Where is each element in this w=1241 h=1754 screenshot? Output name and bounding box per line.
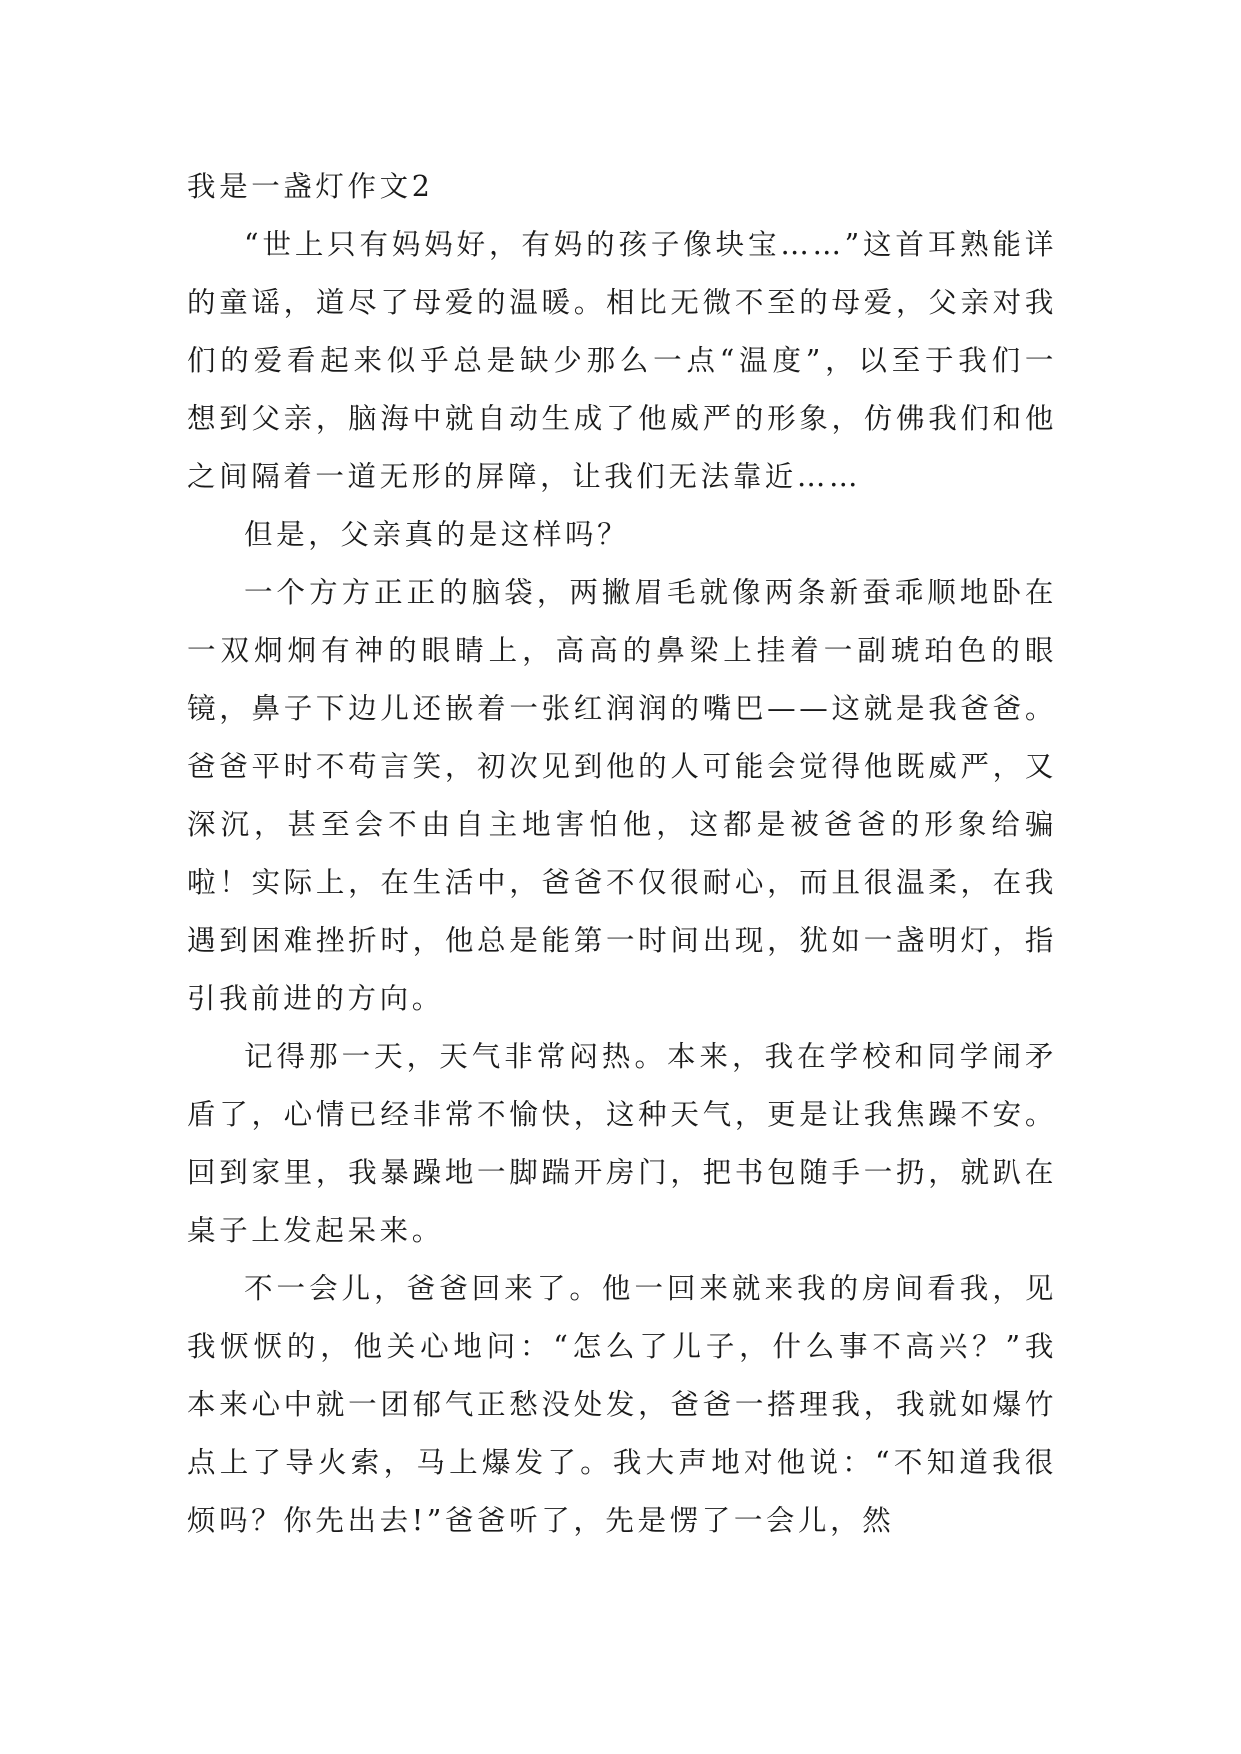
paragraph-5: 不一会儿，爸爸回来了。他一回来就来我的房间看我，见我恹恹的，他关心地问：“怎么了儿子，什么事不高兴？”我本来心中就一团郁气正愁没处发，爸爸一搭理我，我就如爆竹点上了导火索，马上爆发了。我大声地对他说：“不知道我很烦吗？你先出去!”爸爸听了，先是愣了一会儿，然 [187,1272,1057,1537]
paragraph-2: 但是，父亲真的是这样吗？ [244,518,630,551]
essay-body [187,158,1057,1550]
essay-title: 我是一盏灯作文2 [187,170,434,203]
paragraph-4: 记得那一天，天气非常闷热。本来，我在学校和同学闹矛盾了，心情已经非常不愉快，这种天气，更是让我焦躁不安。回到家里，我暴躁地一脚踹开房门，把书包随手一扔，就趴在桌子上发起呆来。 [187,1040,1057,1247]
paragraph-1: “世上只有妈妈好，有妈的孩子像块宝……”这首耳熟能详的童谣，道尽了母爱的温暖。相比无微不至的母爱，父亲对我们的爱看起来似乎总是缺少那么一点“温度”，以至于我们一想到父亲，脑海中就自动生成了他威严的形象，仿佛我们和他之间隔着一道无形的屏障，让我们无法靠近…… [187,228,1057,493]
paragraph-3: 一个方方正正的脑袋，两撇眉毛就像两条新蚕乖顺地卧在一双炯炯有神的眼睛上，高高的鼻梁上挂着一副琥珀色的眼镜，鼻子下边儿还嵌着一张红润润的嘴巴——这就是我爸爸。爸爸平时不苟言笑，初次见到他的人可能会觉得他既威严，又深沉，甚至会不由自主地害怕他，这都是被爸爸的形象给骗啦！实际上，在生活中，爸爸不仅很耐心，而且很温柔，在我遇到困难挫折时，他总是能第一时间出现，犹如一盏明灯，指引我前进的方向。 [187,576,1057,1015]
